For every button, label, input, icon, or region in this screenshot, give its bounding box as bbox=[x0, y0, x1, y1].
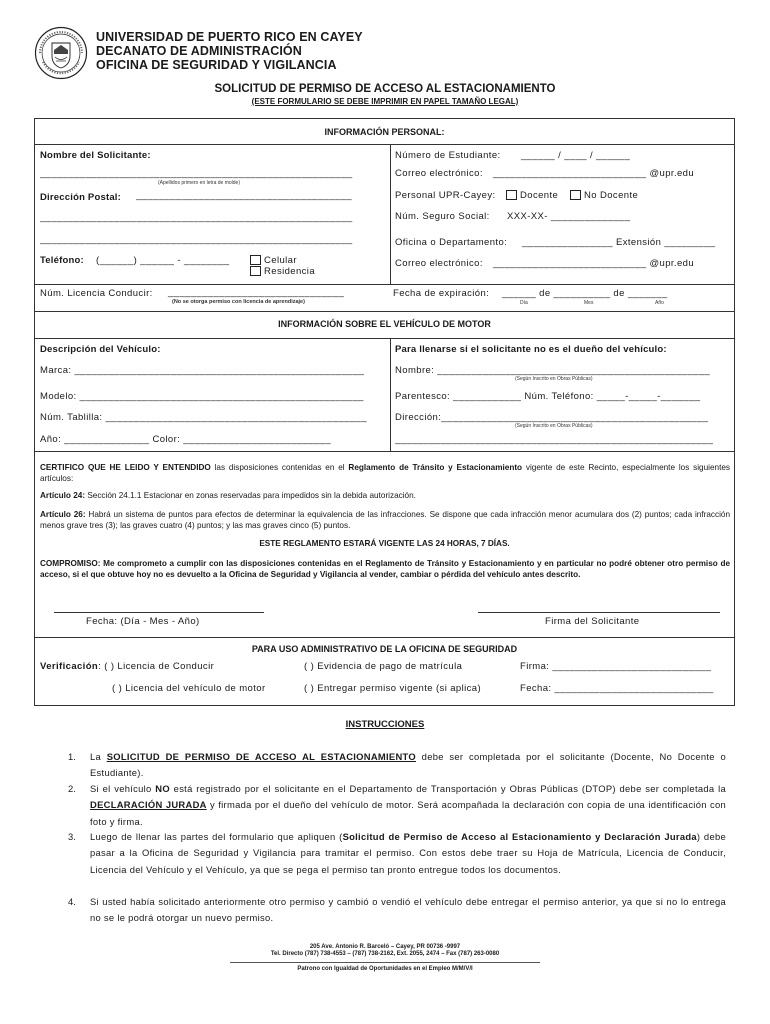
residence-checkbox[interactable] bbox=[250, 266, 261, 276]
vehicle-make-field[interactable]: Marca: ___________________________________________________ bbox=[40, 365, 365, 376]
postal-address-field-2[interactable]: _______________________________________________________ bbox=[40, 212, 353, 223]
footer-divider bbox=[230, 962, 540, 963]
article-24-text: Sección 24.1.1 Estacionar en zonas reservadas para impedidos sin la debida autorización. bbox=[85, 491, 416, 500]
vehicle-license-option[interactable]: ( ) Licencia del vehículo de motor bbox=[112, 683, 266, 694]
expiration-label: Fecha de expiración: bbox=[393, 288, 490, 299]
non-faculty-option[interactable] bbox=[570, 190, 638, 201]
footer-equal-opportunity: Patrono con Igualdad de Oportunidades en el Empleo M/M/V/I bbox=[297, 966, 473, 972]
applicant-signature-label: Firma del Solicitante bbox=[545, 616, 640, 627]
student-number-label: Número de Estudiante: bbox=[395, 150, 501, 161]
cert-bold-2: Reglamento de Tránsito y Estacionamiento bbox=[348, 463, 523, 472]
instruction-item-1 bbox=[90, 749, 726, 782]
department-label: Oficina o Departamento: bbox=[395, 237, 508, 248]
certification-paragraph bbox=[40, 462, 730, 484]
verification-drivers-license[interactable] bbox=[40, 661, 214, 672]
instruction-text: Luego de llenar las partes del formulario que apliquen ( bbox=[90, 831, 343, 842]
license-hint: (No se otorga permiso con licencia de aprendizaje) bbox=[172, 299, 305, 305]
phone-field[interactable]: (______) ______ - ________ bbox=[96, 255, 230, 266]
divider bbox=[34, 338, 735, 339]
footer-address: 205 Ave. Antonio R. Barceló – Cayey, PR 00736 -9997 bbox=[309, 944, 461, 950]
header-deanship: DECANATO DE ADMINISTRACIÓN bbox=[96, 44, 302, 58]
article-24 bbox=[40, 490, 730, 501]
instruction-item-2 bbox=[90, 781, 726, 830]
ssn-label: Núm. Seguro Social: bbox=[395, 211, 490, 222]
university-seal-icon bbox=[34, 26, 88, 80]
regulation-notice: ESTE REGLAMENTO ESTARÁ VIGENTE LAS 24 HORAS, 7 DÍAS. bbox=[259, 539, 510, 548]
day-hint: Día bbox=[520, 300, 528, 306]
return-permit-option[interactable]: ( ) Entregar permiso vigente (si aplica) bbox=[304, 683, 482, 694]
section-admin-title: PARA USO ADMINISTRATIVO DE LA OFICINA DE SEGURIDAD bbox=[251, 644, 518, 654]
email-field-2[interactable]: ___________________________ @upr.edu bbox=[493, 258, 695, 269]
article-26-text: Habrá un sistema de puntos para efectos de determinar la equivalencia de las infracciones. Se dispone que cada infracción menor acumulara dos (2) puntos; cada infracción menos grave tres (3); las graves cuatro (4) puntos; y las mas graves cinco (5) puntos. bbox=[40, 510, 730, 530]
postal-address-field-1[interactable]: ______________________________________ bbox=[136, 190, 352, 201]
faculty-option[interactable] bbox=[506, 190, 558, 201]
instruction-number: 4. bbox=[68, 896, 76, 907]
owner-section-label: Para llenarse si el solicitante no es el dueño del vehículo: bbox=[395, 344, 667, 355]
instruction-item-4 bbox=[90, 894, 726, 927]
cellular-label: Celular bbox=[264, 255, 297, 266]
divider bbox=[34, 637, 735, 638]
instruction-text: La bbox=[90, 751, 107, 762]
cellular-option[interactable] bbox=[250, 255, 297, 266]
owner-address-hint: (Según Inscrito en Obras Públicas) bbox=[515, 423, 593, 429]
divider bbox=[34, 311, 735, 312]
verification-label: Verificación bbox=[40, 661, 99, 672]
instruction-text: está registrado por el solicitante en el Departamento de Transportación y Obras Públicas (DTOP) debe ser completada la bbox=[169, 783, 726, 794]
ssn-field[interactable]: XXX-XX- ______________ bbox=[507, 211, 631, 222]
license-field[interactable]: _______________________________ bbox=[168, 287, 345, 298]
section-vehicle-title: INFORMACIÓN SOBRE EL VEHÍCULO DE MOTOR bbox=[278, 319, 491, 329]
cert-bold-1: CERTIFICO QUE HE LEIDO Y ENTENDIDO bbox=[40, 463, 211, 472]
divider bbox=[34, 284, 735, 285]
date-label: Fecha: (Día - Mes - Año) bbox=[86, 616, 200, 627]
applicant-name-hint: (Apellidos primero en letra de molde) bbox=[158, 180, 240, 186]
commitment-paragraph: COMPROMISO: Me comprometo a cumplir con las disposiciones contenidas en el Reglamento de Tránsito y Estacionamiento y en particular no podré obtener otro permiso de acceso, si el que obtuve hoy no es devuelto a la Oficina de Seguridad y Vigilancia al vender, cambiar o pérdida del vehículo antes descrito. bbox=[40, 559, 730, 579]
postal-address-label: Dirección Postal: bbox=[40, 192, 122, 203]
faculty-label: Docente bbox=[520, 190, 559, 201]
divider bbox=[390, 338, 391, 451]
owner-relation-phone-field[interactable]: Parentesco: ____________ Núm. Teléfono: _____-_____-_______ bbox=[395, 391, 701, 402]
drivers-license-option[interactable]: : ( ) Licencia de Conducir bbox=[98, 661, 215, 672]
upr-staff-label: Personal UPR-Cayey: bbox=[395, 190, 496, 201]
cert-text-1: las disposiciones contenidas en el bbox=[210, 463, 349, 472]
owner-address-field[interactable]: Dirección:_______________________________________________ bbox=[395, 412, 709, 423]
vehicle-year-color-field[interactable]: Año: _______________ Color: __________________________ bbox=[40, 434, 332, 445]
applicant-name-label: Nombre del Solicitante: bbox=[40, 150, 151, 161]
instructions-title: INSTRUCCIONES bbox=[345, 719, 425, 730]
instruction-number: 1. bbox=[68, 751, 76, 762]
phone-label: Teléfono: bbox=[40, 255, 84, 266]
instruction-bold: NO bbox=[155, 783, 170, 794]
instruction-bold: DECLARACIÓN JURADA bbox=[90, 799, 207, 811]
vehicle-model-field[interactable]: Modelo: __________________________________________________ bbox=[40, 391, 364, 402]
tuition-payment-option[interactable]: ( ) Evidencia de pago de matrícula bbox=[304, 661, 463, 672]
article-26 bbox=[40, 509, 730, 531]
instruction-number: 3. bbox=[68, 831, 76, 842]
divider bbox=[34, 451, 735, 452]
divider bbox=[34, 144, 735, 145]
cellular-checkbox[interactable] bbox=[250, 255, 261, 265]
owner-name-field[interactable]: Nombre: ________________________________________________ bbox=[395, 365, 711, 376]
applicant-name-field[interactable]: _______________________________________________________ bbox=[40, 168, 353, 179]
residence-option[interactable] bbox=[250, 266, 315, 277]
divider bbox=[390, 144, 391, 284]
email-label-2: Correo electrónico: bbox=[395, 258, 483, 269]
cert-text-2: vigente de este Recinto, especialmente los siguientes artículos: bbox=[40, 463, 730, 483]
form-title: SOLICITUD DE PERMISO DE ACCESO AL ESTACIONAMIENTO bbox=[214, 83, 556, 95]
owner-address-field-2[interactable]: ________________________________________________________ bbox=[395, 434, 714, 445]
non-faculty-label: No Docente bbox=[584, 190, 639, 201]
instruction-text: debe ser completada por el solicitante (Docente, No Docente o Estudiante). bbox=[90, 751, 726, 779]
header-office: OFICINA DE SEGURIDAD Y VIGILANCIA bbox=[96, 58, 337, 72]
instruction-bold: SOLICITUD DE PERMISO DE ACCESO AL ESTACIONAMIENTO bbox=[106, 751, 416, 762]
email-field-1[interactable]: ___________________________ @upr.edu bbox=[493, 168, 695, 179]
postal-address-field-3[interactable]: _______________________________________________________ bbox=[40, 234, 353, 245]
instruction-number: 2. bbox=[68, 783, 76, 794]
non-faculty-checkbox[interactable] bbox=[570, 190, 581, 200]
header-university: UNIVERSIDAD DE PUERTO RICO EN CAYEY bbox=[96, 30, 363, 44]
instruction-text: y firmada por el dueño del vehículo de motor. Será acompañada la declaración con copia de una identificación con foto y firma. bbox=[90, 799, 727, 827]
applicant-signature-line[interactable] bbox=[478, 612, 720, 613]
faculty-checkbox[interactable] bbox=[506, 190, 517, 200]
instruction-bold: Solicitud de Permiso de Acceso al Estacionamiento y Declaración Jurada bbox=[342, 831, 697, 842]
admin-signature-field[interactable]: Firma: ____________________________ bbox=[520, 661, 712, 672]
instruction-text: ) debe pasar a la Oficina de Seguridad y Vigilancia para tramitar el permiso. Con estos debe traer su Hoja de Matrícula, Licencia de Conducir, Licencia del Vehículo y el Vehículo, ya que se pega el permiso tan pronto entregue todos los documentos. bbox=[90, 831, 726, 875]
owner-name-hint: (Según Inscrito en Obras Públicas) bbox=[515, 376, 593, 382]
student-number-field[interactable]: ______ / ____ / ______ bbox=[521, 150, 631, 161]
article-24-label: Artículo 24: bbox=[40, 491, 86, 500]
expiration-field[interactable]: ______ de __________ de _______ bbox=[502, 288, 668, 299]
month-hint: Mes bbox=[584, 300, 594, 306]
section-personal-title: INFORMACIÓN PERSONAL: bbox=[324, 127, 445, 137]
article-26-label: Artículo 26: bbox=[40, 510, 86, 519]
department-field[interactable]: ________________ Extensión _________ bbox=[522, 237, 716, 248]
vehicle-description-label: Descripción del Vehículo: bbox=[40, 344, 161, 355]
date-signature-line[interactable] bbox=[54, 612, 264, 613]
license-label: Núm. Licencia Conducir: bbox=[40, 288, 153, 299]
instruction-text: Si usted había solicitado anteriormente otro permiso y cambió o vendió el vehículo debe entregar el permiso anterior, ya que si no lo entrega no se le podrá otorgar un nuevo permiso. bbox=[90, 896, 726, 924]
vehicle-plate-field[interactable]: Núm. Tablilla: ______________________________________________ bbox=[40, 412, 367, 423]
footer-phones: Tel. Directo (787) 738-4553 – (787) 738-2162, Ext. 2055, 2474 – Fax (787) 263-0080 bbox=[270, 951, 500, 957]
residence-label: Residencia bbox=[264, 266, 315, 277]
admin-date-field[interactable]: Fecha: ____________________________ bbox=[520, 683, 714, 694]
form-subtitle: (ESTE FORMULARIO SE DEBE IMPRIMIR EN PAPEL TAMAÑO LEGAL) bbox=[251, 97, 519, 106]
instruction-item-3 bbox=[90, 829, 726, 878]
instruction-text: Si el vehículo bbox=[90, 783, 156, 794]
email-label-1: Correo electrónico: bbox=[395, 168, 483, 179]
year-hint: Año bbox=[655, 300, 664, 306]
